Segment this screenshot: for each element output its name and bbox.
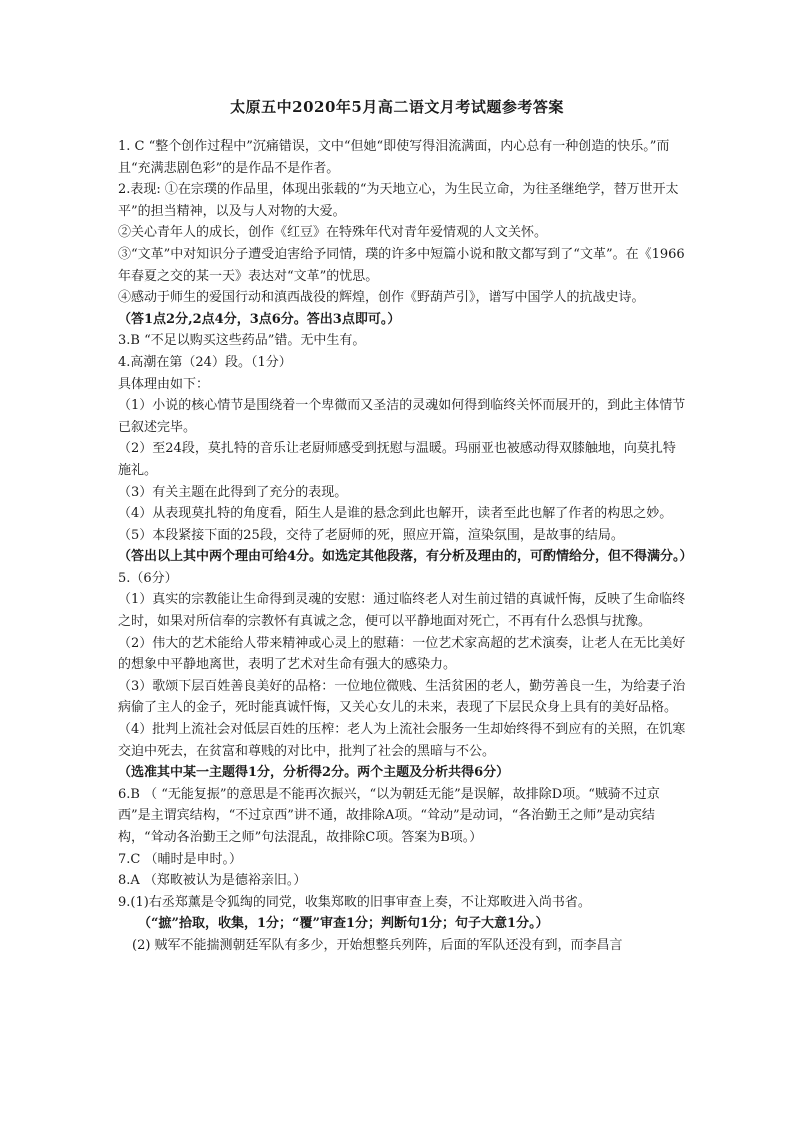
answer-line: 7.C （晡时是申时。） bbox=[118, 851, 242, 867]
answer-line: （1）真实的宗教能让生命得到灵魂的安慰：通过临终老人对生前过错的真诚忏悔，反映了生命临终之时，如果对所信奉的宗教怀有真诚之念，便可以平静地面对死亡，不再有什么恐惧与扰豫。 bbox=[118, 592, 686, 630]
answer-line: 5.（6分） bbox=[118, 570, 178, 586]
scoring-note: （答1点2分,2点4分，3点6分。答出3点即可。） bbox=[118, 311, 401, 327]
answer-line: 8.A （郑畋被认为是德裕亲旧。） bbox=[118, 873, 307, 889]
answer-line: 6.B （ “无能复振”的意思是不能再次振兴，“以为朝廷无能”是误解，故排除D项。“贼骑不过京西”是主谓宾结构，“不过京西”讲不通，故排除A项。“耸动”是动词，“各治勤王之师”是动宾结构，“耸动各治勤王之师”句法混乱，故排除C项。答案为B项。） bbox=[118, 786, 660, 845]
scoring-note: （“摭”拾取，收集，1分；“覆”审查1分；判断句1分；句子大意1分。） bbox=[138, 916, 549, 932]
answer-line: 2.表现: ①在宗璞的作品里，体现出张载的“为天地立心，为生民立命，为往圣继绝学，替万世开太平”的担当精神，以及与人对物的大爱。 bbox=[118, 182, 679, 219]
answer-line: ④感动于师生的爱国行动和滇西战役的辉煌，创作《野葫芦引》，谱写中国学人的抗战史诗。 bbox=[118, 290, 645, 306]
answer-line: （4）批判上流社会对低层百姓的压榨：老人为上流社会服务一生却始终得不到应有的关照，在饥寒交迫中死去，在贫富和尊贱的对比中，批判了社会的黑暗与不公。 bbox=[118, 722, 686, 759]
scoring-note: （答出以上其中两个理由可给4分。如选定其他段落，有分析及理由的，可酌情给分，但不得满分。） bbox=[118, 549, 693, 565]
answer-line: 3.B “不足以购买这些药品”错。无中生有。 bbox=[118, 333, 366, 349]
answer-line: （4）从表现莫扎特的角度看，陌生人是谁的悬念到此也解开，读者至此也解了作者的构思之妙。 bbox=[118, 506, 673, 522]
answer-line: （2）伟大的艺术能给人带来精神或心灵上的慰藉：一位艺术家高超的艺术演奏，让老人在无比美好的想象中平静地离世，表明了艺术对生命有强大的感染力。 bbox=[118, 635, 686, 673]
answer-line: （3）歌颂下层百姓善良美好的品格：一位地位微贱、生活贫困的老人，勤劳善良一生，为给妻子治病偷了主人的金子，死时能真诚忏悔，又关心女儿的未来，表现了下层民众身上具有的美好品格。 bbox=[118, 678, 686, 716]
answer-line: 1. C “整个创作过程中”沉痛错误，文中“但她“即使写得泪流满面，内心总有一种创造的快乐。”而且“充满悲剧色彩”的是作品不是作者。 bbox=[118, 139, 670, 176]
answer-line: （2）至24段，莫扎特的音乐让老厨师感受到抚慰与温暖。玛丽亚也被感动得双膝触地，向莫扎特施礼。 bbox=[118, 441, 676, 478]
answer-line: 具体理由如下： bbox=[118, 376, 210, 392]
answer-content bbox=[118, 136, 693, 957]
answer-line: ②关心青年人的成长，创作《红豆》在特殊年代对青年爱情观的人文关怀。 bbox=[118, 225, 548, 241]
answer-line: （3）有关主题在此得到了充分的表现。 bbox=[118, 484, 348, 500]
page-title: 太原五中2020年5月高二语文月考试题参考答案 bbox=[230, 98, 564, 116]
answer-line: (2) 贼军不能揣测朝廷军队有多少，开始想整兵列阵，后面的军队还没有到，而李昌言 bbox=[132, 937, 623, 953]
answer-line: ③“文革”中对知识分子遭受迫害给予同情，璞的许多中短篇小说和散文都写到了“文革”。在《1966年春夏之交的某一天》表达对“文革”的忧思。 bbox=[118, 246, 685, 284]
scoring-note: （选准其中某一主题得1分，分析得2分。两个主题及分析共得6分） bbox=[118, 765, 510, 781]
answer-line: 9.(1)右丞郑薰是令狐绹的同党，收集郑畋的旧事审查上奏，不让郑畋进入尚书省。 bbox=[118, 894, 591, 910]
answer-line: 4.高潮在第（24）段。（1分） bbox=[118, 354, 292, 370]
answer-line: （5）本段紧接下面的25段，交待了老厨师的死，照应开篇，渲染氛围，是故事的结局。 bbox=[118, 527, 624, 543]
answer-line: （1）小说的核心情节是围绕着一个卑微而又圣洁的灵魂如何得到临终关怀而展开的，到此主体情节已叙述完毕。 bbox=[118, 398, 686, 435]
